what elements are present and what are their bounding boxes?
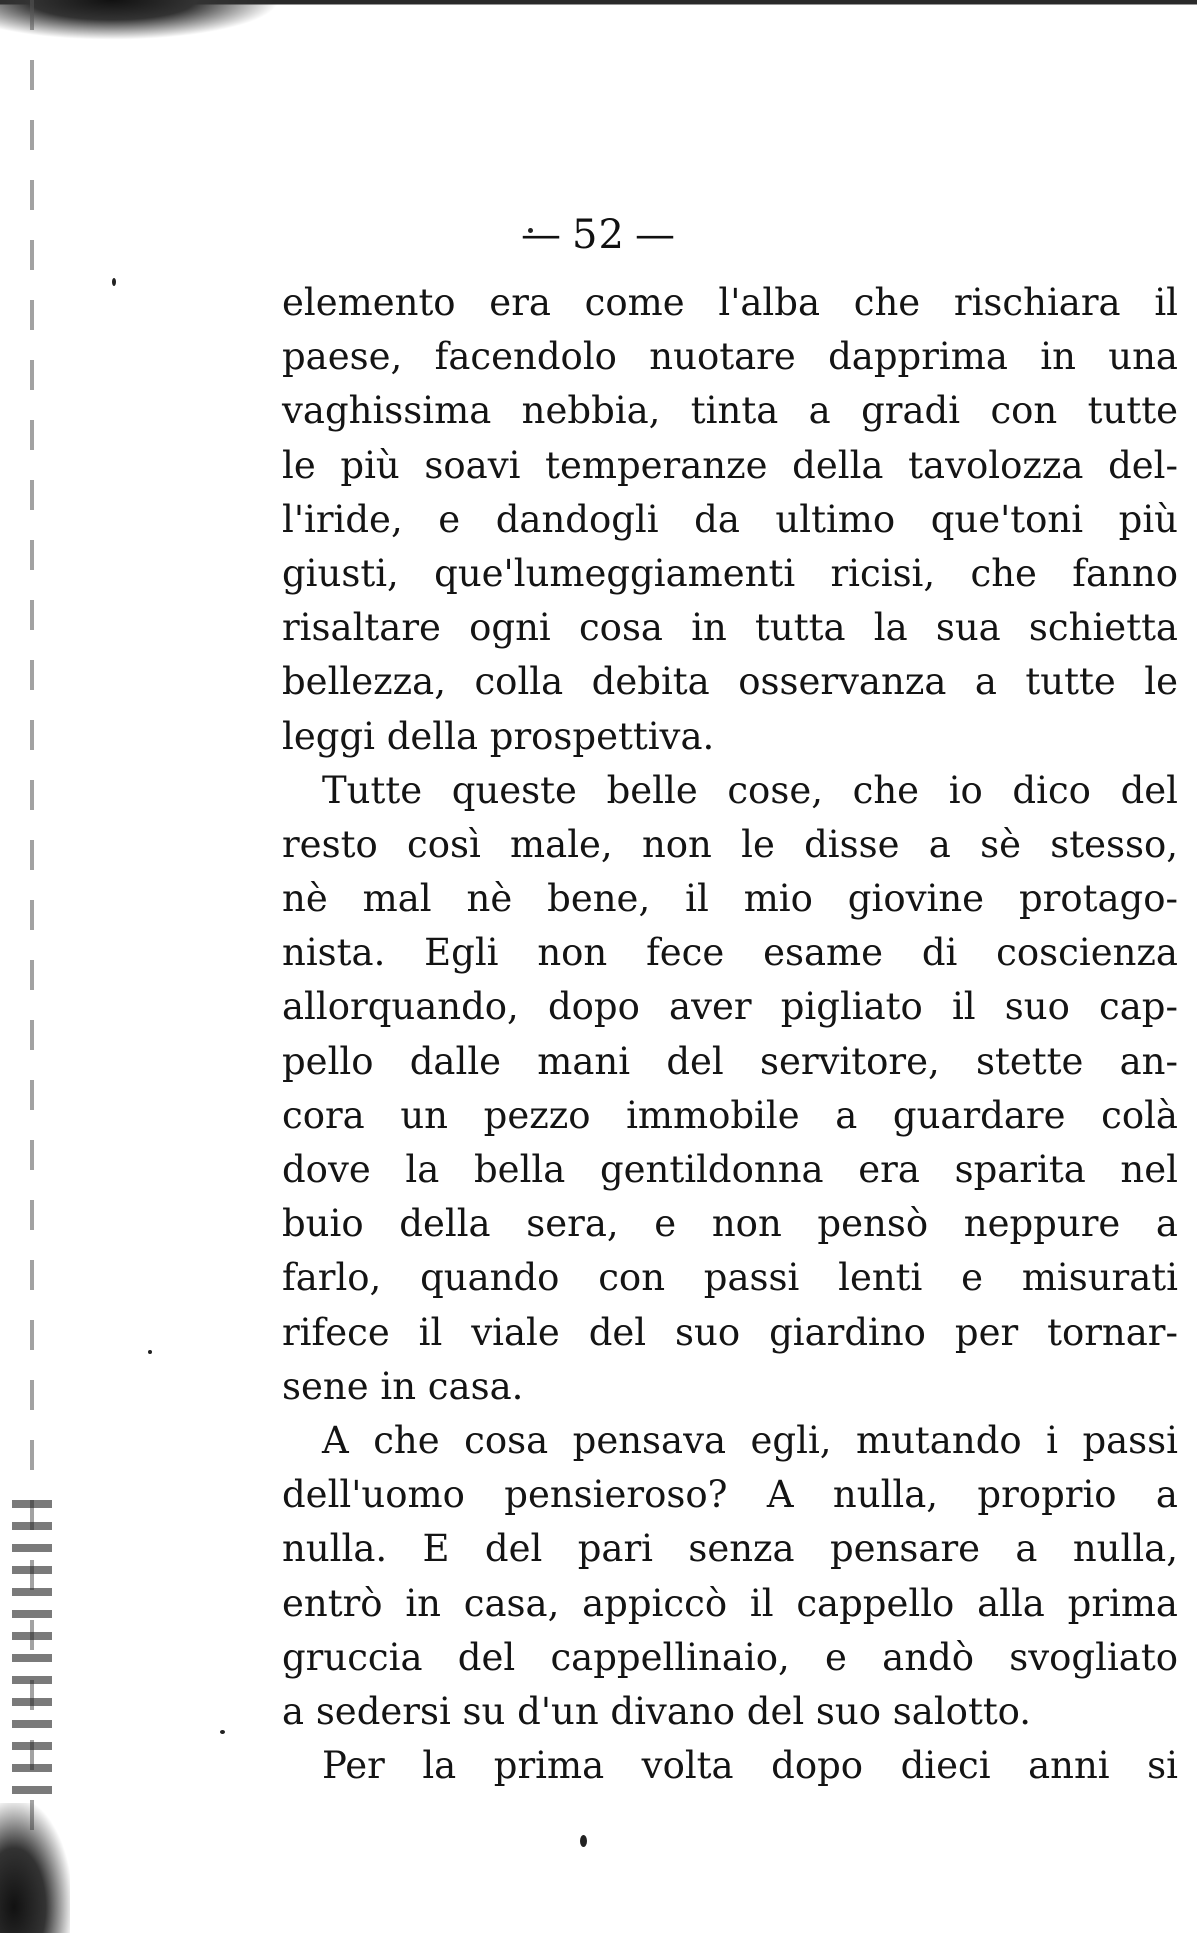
text-line: risaltare ogni cosa in tutta la sua schietta <box>282 606 1178 650</box>
text-line: paese, facendolo nuotare dapprima in una <box>282 335 1178 379</box>
text-line: a sedersi su d'un divano del suo salotto. <box>282 1689 1032 1733</box>
scan-bottom-left-blot <box>0 1803 70 1933</box>
page-number-value: 52 <box>572 212 625 258</box>
text-line: dove la bella gentildonna era sparita nel <box>282 1148 1178 1191</box>
text-line: leggi della prospettiva. <box>282 714 715 758</box>
text-line: elemento era come l'alba che rischiara il <box>282 281 1178 324</box>
scan-top-blot <box>0 0 280 40</box>
text-line: nè mal nè bene, il mio giovine protago- <box>282 877 1178 921</box>
text-line: bellezza, colla debita osservanza a tutte le <box>282 660 1178 704</box>
page-number-dash-left: — <box>521 212 563 258</box>
text-line: le più soavi temperanze della tavolozza del- <box>282 443 1178 487</box>
page-number <box>0 212 1197 258</box>
text-line: pello dalle mani del servitore, stette an- <box>282 1039 1178 1083</box>
body-text <box>282 276 1178 1793</box>
text-line: buio della sera, e non pensò neppure a <box>282 1202 1178 1246</box>
scan-left-spine <box>12 1500 52 1800</box>
text-line: nulla. E del pari senza pensare a nulla, <box>282 1527 1178 1571</box>
text-line: rifece il viale del suo giardino per tornar- <box>282 1310 1178 1354</box>
text-line: farlo, quando con passi lenti e misurati <box>282 1256 1178 1300</box>
text-line: A che cosa pensava egli, mutando i passi <box>322 1418 1178 1462</box>
text-line: l'iride, e dandogli da ultimo que'toni più <box>282 497 1178 541</box>
text-line: Per la prima volta dopo dieci anni si <box>322 1744 1178 1788</box>
text-line: Tutte queste belle cose, che io dico del <box>322 768 1178 812</box>
text-line: dell'uomo pensieroso? A nulla, proprio a <box>282 1473 1178 1517</box>
text-line: giusti, que'lumeggiamenti ricisi, che fanno <box>282 551 1178 595</box>
text-line: cora un pezzo immobile a guardare colà <box>282 1093 1178 1137</box>
ink-speck <box>112 278 116 286</box>
text-line: vaghissima nebbia, tinta a gradi con tutte <box>282 389 1178 433</box>
page-number-dash-right: — <box>634 212 676 258</box>
text-line: nista. Egli non fece esame di coscienza <box>282 931 1178 975</box>
ink-speck <box>580 1835 587 1847</box>
ink-speck <box>220 1730 225 1734</box>
text-line: resto così male, non le disse a sè stesso, <box>282 822 1178 866</box>
text-line: entrò in casa, appiccò il cappello alla prima <box>282 1581 1178 1625</box>
text-line: sene in casa. <box>282 1364 524 1408</box>
ink-speck <box>148 1350 152 1354</box>
text-line: gruccia del cappellinaio, e andò svogliato <box>282 1635 1178 1679</box>
text-line: allorquando, dopo aver pigliato il suo cap- <box>282 985 1178 1029</box>
